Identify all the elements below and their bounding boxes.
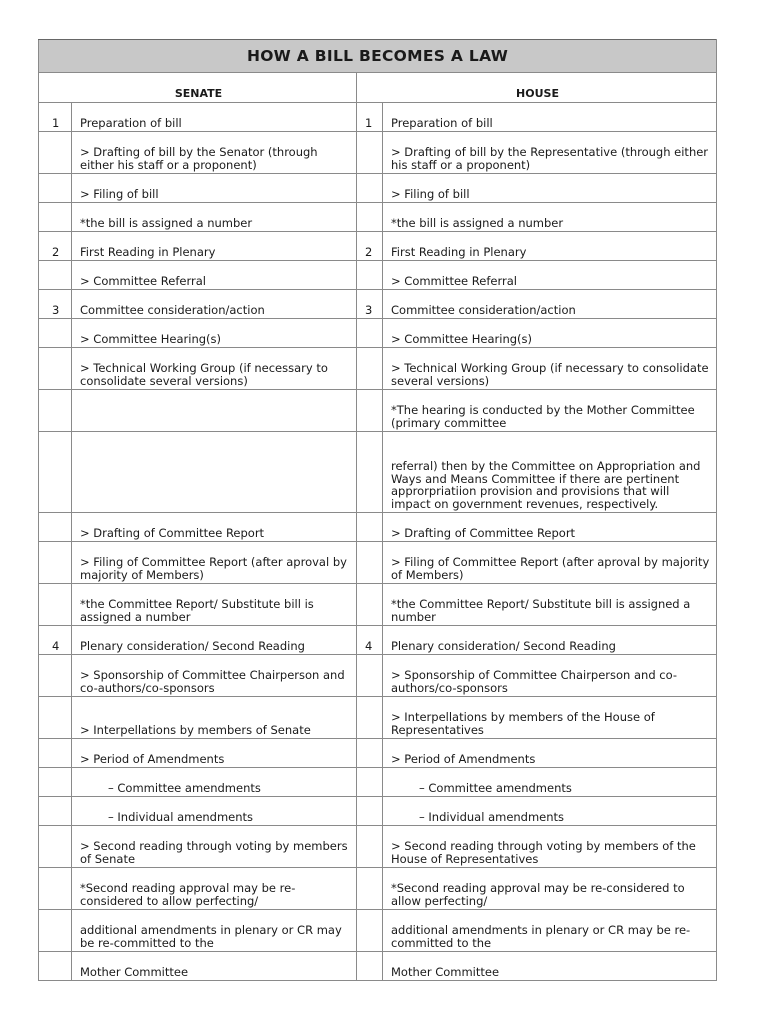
senate-step-number	[39, 739, 72, 768]
senate-step-number	[39, 768, 72, 797]
house-step-text: referral) then by the Committee on Appropriation and Ways and Means Committee if there are pertinent approrpriatiion provision and provisions that will impact on government revenues, respectively.	[383, 432, 717, 513]
senate-step-number	[39, 697, 72, 739]
senate-step-number: 4	[39, 626, 72, 655]
house-step-text: > Interpellations by members of the House of Representatives	[383, 697, 717, 739]
house-step-number: 2	[357, 232, 383, 261]
house-step-text: > Second reading through voting by members of the House of Representatives	[383, 826, 717, 868]
house-step-text: > Filing of bill	[383, 174, 717, 203]
house-step-text: additional amendments in plenary or CR may be re-committed to the	[383, 910, 717, 952]
table-row	[39, 697, 717, 739]
house-step-number	[357, 319, 383, 348]
table-row	[39, 584, 717, 626]
house-step-number	[357, 132, 383, 174]
table-row	[39, 132, 717, 174]
house-step-number: 3	[357, 290, 383, 319]
senate-step-text: > Drafting of bill by the Senator (through either his staff or a proponent)	[72, 132, 357, 174]
house-step-number	[357, 584, 383, 626]
house-step-text: Committee consideration/action	[383, 290, 717, 319]
senate-step-text: First Reading in Plenary	[72, 232, 357, 261]
table-row	[39, 826, 717, 868]
table-row	[39, 261, 717, 290]
document-table	[38, 39, 716, 981]
table-row	[39, 432, 717, 513]
house-step-text: Mother Committee	[383, 952, 717, 981]
senate-step-number	[39, 868, 72, 910]
house-step-number	[357, 868, 383, 910]
table-row	[39, 290, 717, 319]
table-row	[39, 910, 717, 952]
senate-step-text: additional amendments in plenary or CR may be re-committed to the	[72, 910, 357, 952]
house-step-number	[357, 348, 383, 390]
senate-step-number	[39, 203, 72, 232]
senate-step-number	[39, 910, 72, 952]
senate-step-number	[39, 797, 72, 826]
house-step-text: > Committee Referral	[383, 261, 717, 290]
house-step-text: *the bill is assigned a number	[383, 203, 717, 232]
senate-step-number	[39, 261, 72, 290]
table-row	[39, 655, 717, 697]
header-row	[39, 73, 717, 103]
senate-step-number	[39, 132, 72, 174]
senate-step-text: > Filing of Committee Report (after aproval by majority of Members)	[72, 542, 357, 584]
senate-step-text: > Committee Hearing(s)	[72, 319, 357, 348]
senate-step-text: – Individual amendments	[72, 797, 357, 826]
table-row	[39, 232, 717, 261]
table-row	[39, 513, 717, 542]
table-row	[39, 319, 717, 348]
bill-process-table	[38, 39, 717, 981]
senate-step-text	[72, 432, 357, 513]
table-row	[39, 542, 717, 584]
senate-step-text: – Committee amendments	[72, 768, 357, 797]
house-step-text: > Technical Working Group (if necessary to consolidate several versions)	[383, 348, 717, 390]
house-step-number	[357, 390, 383, 432]
house-step-number	[357, 655, 383, 697]
house-step-number	[357, 826, 383, 868]
house-step-number: 4	[357, 626, 383, 655]
house-step-number	[357, 203, 383, 232]
house-step-number: 1	[357, 103, 383, 132]
house-header: HOUSE	[357, 73, 717, 103]
senate-step-text: *Second reading approval may be re-considered to allow perfecting/	[72, 868, 357, 910]
house-step-number	[357, 542, 383, 584]
house-step-number	[357, 797, 383, 826]
house-step-text: > Drafting of bill by the Representative (through either his staff or a proponent)	[383, 132, 717, 174]
senate-step-text: > Drafting of Committee Report	[72, 513, 357, 542]
senate-step-text: Mother Committee	[72, 952, 357, 981]
senate-step-number	[39, 174, 72, 203]
table-row	[39, 626, 717, 655]
senate-step-text: > Committee Referral	[72, 261, 357, 290]
house-step-number	[357, 513, 383, 542]
house-step-text: *Second reading approval may be re-considered to allow perfecting/	[383, 868, 717, 910]
senate-step-text: Committee consideration/action	[72, 290, 357, 319]
house-step-number	[357, 739, 383, 768]
house-step-number	[357, 697, 383, 739]
senate-step-number	[39, 348, 72, 390]
senate-step-text: Plenary consideration/ Second Reading	[72, 626, 357, 655]
house-step-text: > Period of Amendments	[383, 739, 717, 768]
house-step-text: > Filing of Committee Report (after aproval by majority of Members)	[383, 542, 717, 584]
table-row	[39, 203, 717, 232]
senate-step-number: 3	[39, 290, 72, 319]
house-step-text: – Committee amendments	[383, 768, 717, 797]
senate-step-text: *the Committee Report/ Substitute bill is assigned a number	[72, 584, 357, 626]
title-row	[39, 40, 717, 73]
senate-step-number	[39, 513, 72, 542]
senate-step-number	[39, 432, 72, 513]
senate-step-number	[39, 319, 72, 348]
table-row	[39, 390, 717, 432]
house-step-text: – Individual amendments	[383, 797, 717, 826]
house-step-text: First Reading in Plenary	[383, 232, 717, 261]
table-row	[39, 797, 717, 826]
senate-step-number: 2	[39, 232, 72, 261]
senate-step-text: Preparation of bill	[72, 103, 357, 132]
senate-step-text: > Second reading through voting by members of Senate	[72, 826, 357, 868]
table-row	[39, 768, 717, 797]
house-step-number	[357, 768, 383, 797]
table-row	[39, 348, 717, 390]
table-row	[39, 103, 717, 132]
house-step-text: Preparation of bill	[383, 103, 717, 132]
house-step-text: *The hearing is conducted by the Mother Committee (primary committee	[383, 390, 717, 432]
senate-header: SENATE	[39, 73, 357, 103]
senate-step-text: > Period of Amendments	[72, 739, 357, 768]
table-row	[39, 952, 717, 981]
page-title: HOW A BILL BECOMES A LAW	[39, 40, 717, 73]
house-step-text: > Sponsorship of Committee Chairperson and co-authors/co-sponsors	[383, 655, 717, 697]
senate-step-text: > Sponsorship of Committee Chairperson and co-authors/co-sponsors	[72, 655, 357, 697]
table-row	[39, 868, 717, 910]
senate-step-number	[39, 390, 72, 432]
senate-step-text: > Filing of bill	[72, 174, 357, 203]
senate-step-text: > Interpellations by members of Senate	[72, 697, 357, 739]
senate-step-text: *the bill is assigned a number	[72, 203, 357, 232]
house-step-text: Plenary consideration/ Second Reading	[383, 626, 717, 655]
house-step-number	[357, 952, 383, 981]
senate-step-number	[39, 584, 72, 626]
house-step-text: > Drafting of Committee Report	[383, 513, 717, 542]
senate-step-number	[39, 655, 72, 697]
senate-step-text	[72, 390, 357, 432]
house-step-number	[357, 432, 383, 513]
senate-step-number	[39, 826, 72, 868]
table-row	[39, 739, 717, 768]
house-step-number	[357, 261, 383, 290]
house-step-text: > Committee Hearing(s)	[383, 319, 717, 348]
senate-step-number: 1	[39, 103, 72, 132]
senate-step-number	[39, 952, 72, 981]
table-row	[39, 174, 717, 203]
house-step-number	[357, 910, 383, 952]
house-step-text: *the Committee Report/ Substitute bill is assigned a number	[383, 584, 717, 626]
house-step-number	[357, 174, 383, 203]
senate-step-text: > Technical Working Group (if necessary to consolidate several versions)	[72, 348, 357, 390]
senate-step-number	[39, 542, 72, 584]
